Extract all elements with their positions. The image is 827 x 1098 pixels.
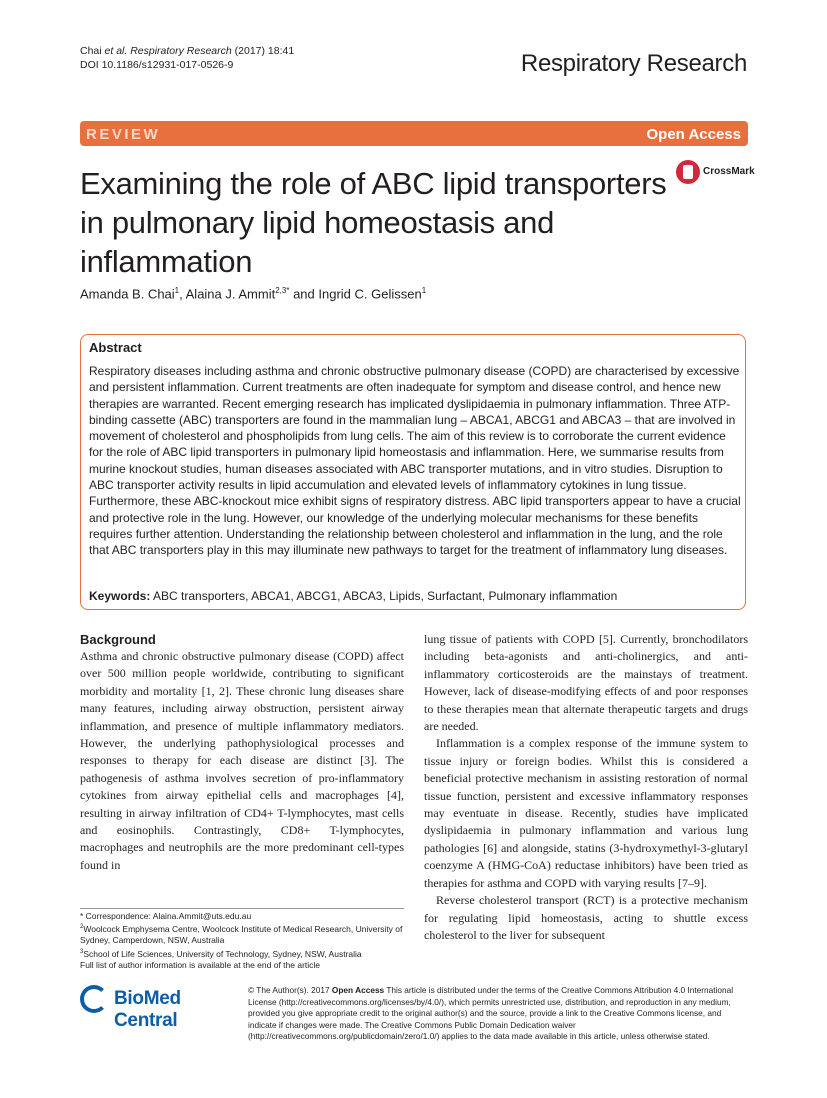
doi: DOI 10.1186/s12931-017-0526-9 xyxy=(80,59,234,71)
abstract-heading: Abstract xyxy=(89,340,142,355)
abstract-body: Respiratory diseases including asthma and chronic obstructive pulmonary disease (COPD) are characterised by excessive and persistent inflammation. Current treatments are often inadequate for symptom and disease control, and hence new therapies are warranted. Recent emerging research has implicated dyslipidaemia in pulmonary inflammation. Three ATP-binding cassette (ABC) transporters are found in the mammalian lung – ABCA1, ABCG1 and ABCA3 – that are involved in movement of cholesterol and phospholipids from lung cells. The aim of this review is to corroborate the current evidence for the role of ABC lipid transporters in pulmonary lipid homeostasis and inflammation. Here, we summarise results from murine knockout studies, human diseases associated with ABC transporter mutations, and in vitro studies. Disruption to ABC transporter activity results in lipid accumulation and elevated levels of inflammatory cytokines in lung tissue. Furthermore, these ABC-knockout mice exhibit signs of respiratory distress. ABC lipid transporters appear to have a crucial and protective role in the lung. However, our knowledge of the underlying molecular mechanisms for these benefits requires further attention. Understanding the relationship between cholesterol and inflammation in the lung, and the role that ABC transporters play in this may illuminate new pathways to target for the treatment of inflammatory lung diseases. xyxy=(89,364,741,558)
biomed-logo-text: BioMed Central xyxy=(114,988,181,1031)
paragraph: Reverse cholesterol transport (RCT) is a protective mechanism for regulating lipid homeostasis, acting to shuttle excess cholesterol to the liver for subsequent xyxy=(424,893,748,942)
citation-header xyxy=(80,44,294,72)
open-access-label: Open Access xyxy=(646,126,741,143)
biomed-central-logo xyxy=(80,985,240,1031)
paragraph: lung tissue of patients with COPD [5]. Currently, bronchodilators including beta-agonists and anti-cholinergics, and anti-inflammatory corticosteroids are the mainstays of treatment. However, lack of disease-modifying effects of and poor responses to these therapies mean that alternate therapeutic targets and drugs are needed. xyxy=(424,632,748,734)
citation-line: Chai et al. Respiratory Research (2017) 18:41 xyxy=(80,45,295,57)
article-type-label: REVIEW xyxy=(86,126,161,143)
affiliation-2: $^2$Woolcock Emphysema Centre, Woolcock Institute of Medical Research, University of Sydney, Camperdown, NSW, Australia xyxy=(80,924,403,946)
author-info-note: Full list of author information is available at the end of the article xyxy=(80,959,321,970)
keywords: Keywords: ABC transporters, ABCA1, ABCG1, ABCA3, Lipids, Surfactant, Pulmonary inflammation xyxy=(89,589,618,603)
body-column-right xyxy=(424,631,748,944)
correspondence: * Correspondence: Alaina.Ammit@uts.edu.au xyxy=(80,911,252,921)
crossmark-badge[interactable] xyxy=(676,160,756,186)
paragraph: Asthma and chronic obstructive pulmonary disease (COPD) affect over 500 million people worldwide, contributing to significant morbidity and mortality [1, 2]. These chronic lung diseases share many features, including airway obstruction, persistent airway inflammation, and presence of multiple inflammatory mediators. However, the underlying pathophysiological processes and responses to therapy for each disease are distinct [3]. The pathogenesis of asthma involves secretion of pro-inflammatory cytokines from airway epithelial cells and macrophages [4], resulting in airway infiltration of CD4+ T-lymphocytes, mast cells and eosinophils. Contrastingly, CD8+ T-lymphocytes, macrophages and neutrophils are the more predominant cell-types found in xyxy=(80,649,404,872)
journal-name: Respiratory Research xyxy=(520,50,747,77)
crossmark-icon xyxy=(676,160,700,184)
license-statement: © The Author(s). 2017 Open Access This article is distributed under the terms of the Creative Commons Attribution 4.0 International License (http://creativecommons.org/licenses/by/4.0/), which permits unrestricted use, distribution, and reproduction in any medium, provided you give appropriate credit to the original author(s) and the source, provide a link to the Creative Commons license, and indicate if changes were made. The Creative Commons Public Domain Dedication waiver (http://creativecommons.org/publicdomain/zero/1.0/) applies to the data made available in this article, unless otherwise stated. xyxy=(248,985,734,1042)
article-title: Examining the role of ABC lipid transporters in pulmonary lipid homeostasis and inflammation xyxy=(80,166,667,279)
footnotes xyxy=(80,911,410,971)
footnote-divider xyxy=(80,908,404,909)
author-list: Amanda B. Chai$^1$, Alaina J. Ammit$^{2,3*}$ and Ingrid C. Gelissen$^1$ xyxy=(80,286,427,302)
crossmark-label: CrossMark xyxy=(703,166,755,177)
paragraph: Inflammation is a complex response of the immune system to tissue injury or foreign bodies. Whilst this is considered a beneficial protective mechanism in assisting restoration of normal tissue function, persistent and excessive inflammatory responses may eventuate in disease. Recently, studies have implicated dyslipidaemia in pulmonary inflammation and various lung pathologies [6] and alongside, statins (3-hydroxymethyl-3-glutaryl coenzyme A (HMG-CoA) reductase inhibitors) have been tried as therapies for asthma and COPD with varying results [7–9]. xyxy=(424,736,748,890)
body-column-left xyxy=(80,631,404,874)
section-heading-background: Background xyxy=(80,632,156,647)
biomed-ring-icon xyxy=(80,985,108,1013)
affiliation-3: $^3$School of Life Sciences, University of Technology, Sydney, NSW, Australia xyxy=(80,948,362,959)
